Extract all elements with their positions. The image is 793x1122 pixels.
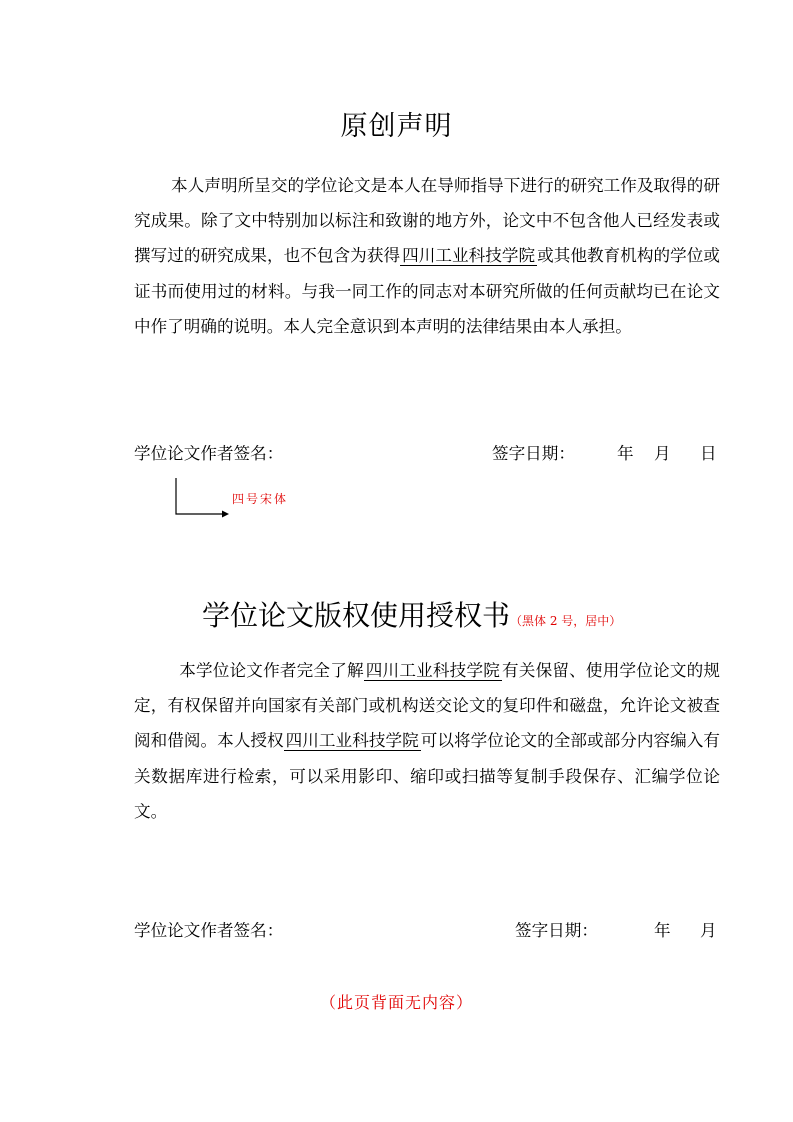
font-note-arrow	[170, 476, 230, 520]
authorization-text-2: 有关保留、使用学位论文的规定，有权保留并向国家有关部门或机构送交论文的复印件和磁盘，允许论文被查阅和借阅。本人授权	[134, 661, 720, 751]
originality-institution: 四川工业科技学院	[402, 246, 536, 266]
authorization-paragraph	[134, 653, 720, 829]
authorization-title-note: （黑体 2 号，居中）	[510, 614, 622, 628]
authorization-text-1: 本学位论文作者完全了解	[179, 661, 364, 680]
originality-date-label: 签字日期：	[492, 444, 575, 463]
originality-title: 原创声明	[340, 111, 453, 142]
authorization-month: 月	[700, 921, 717, 940]
authorization-signature-label: 学位论文作者签名：	[134, 921, 284, 940]
originality-year: 年	[617, 444, 634, 463]
originality-text-2: 或其他教育机构的学位或证书而使用过的材料。与我一同工作的同志对本研究所做的任何贡献均已在论文中作了明确的说明。本人完全意识到本声明的法律结果由本人承担。	[134, 246, 721, 336]
authorization-institution-2: 四川工业科技学院	[285, 731, 419, 751]
originality-signature-label: 学位论文作者签名：	[134, 444, 284, 463]
authorization-date-label: 签字日期：	[515, 921, 598, 940]
authorization-title-text: 学位论文版权使用授权书	[202, 599, 511, 632]
authorization-year: 年	[654, 921, 671, 940]
font-note-label: 四号宋体	[232, 492, 289, 506]
originality-text-1: 本人声明所呈交的学位论文是本人在导师指导下进行的研究工作及取得的研究成果。除了文中特别加以标注和致谢的地方外，论文中不包含他人已经发表或撰写过的研究成果，也不包含为获得	[134, 176, 720, 266]
originality-paragraph	[134, 168, 720, 344]
authorization-text-3: 可以将学位论文的全部或部分内容编入有关数据库进行检索，可以采用影印、缩印或扫描等复制手段保存、汇编学位论文。	[134, 731, 721, 821]
originality-month: 月	[654, 444, 671, 463]
footer-note: （此页背面无内容）	[319, 993, 473, 1012]
authorization-institution-1: 四川工业科技学院	[365, 661, 501, 680]
authorization-title	[202, 594, 621, 634]
originality-day: 日	[700, 444, 717, 463]
